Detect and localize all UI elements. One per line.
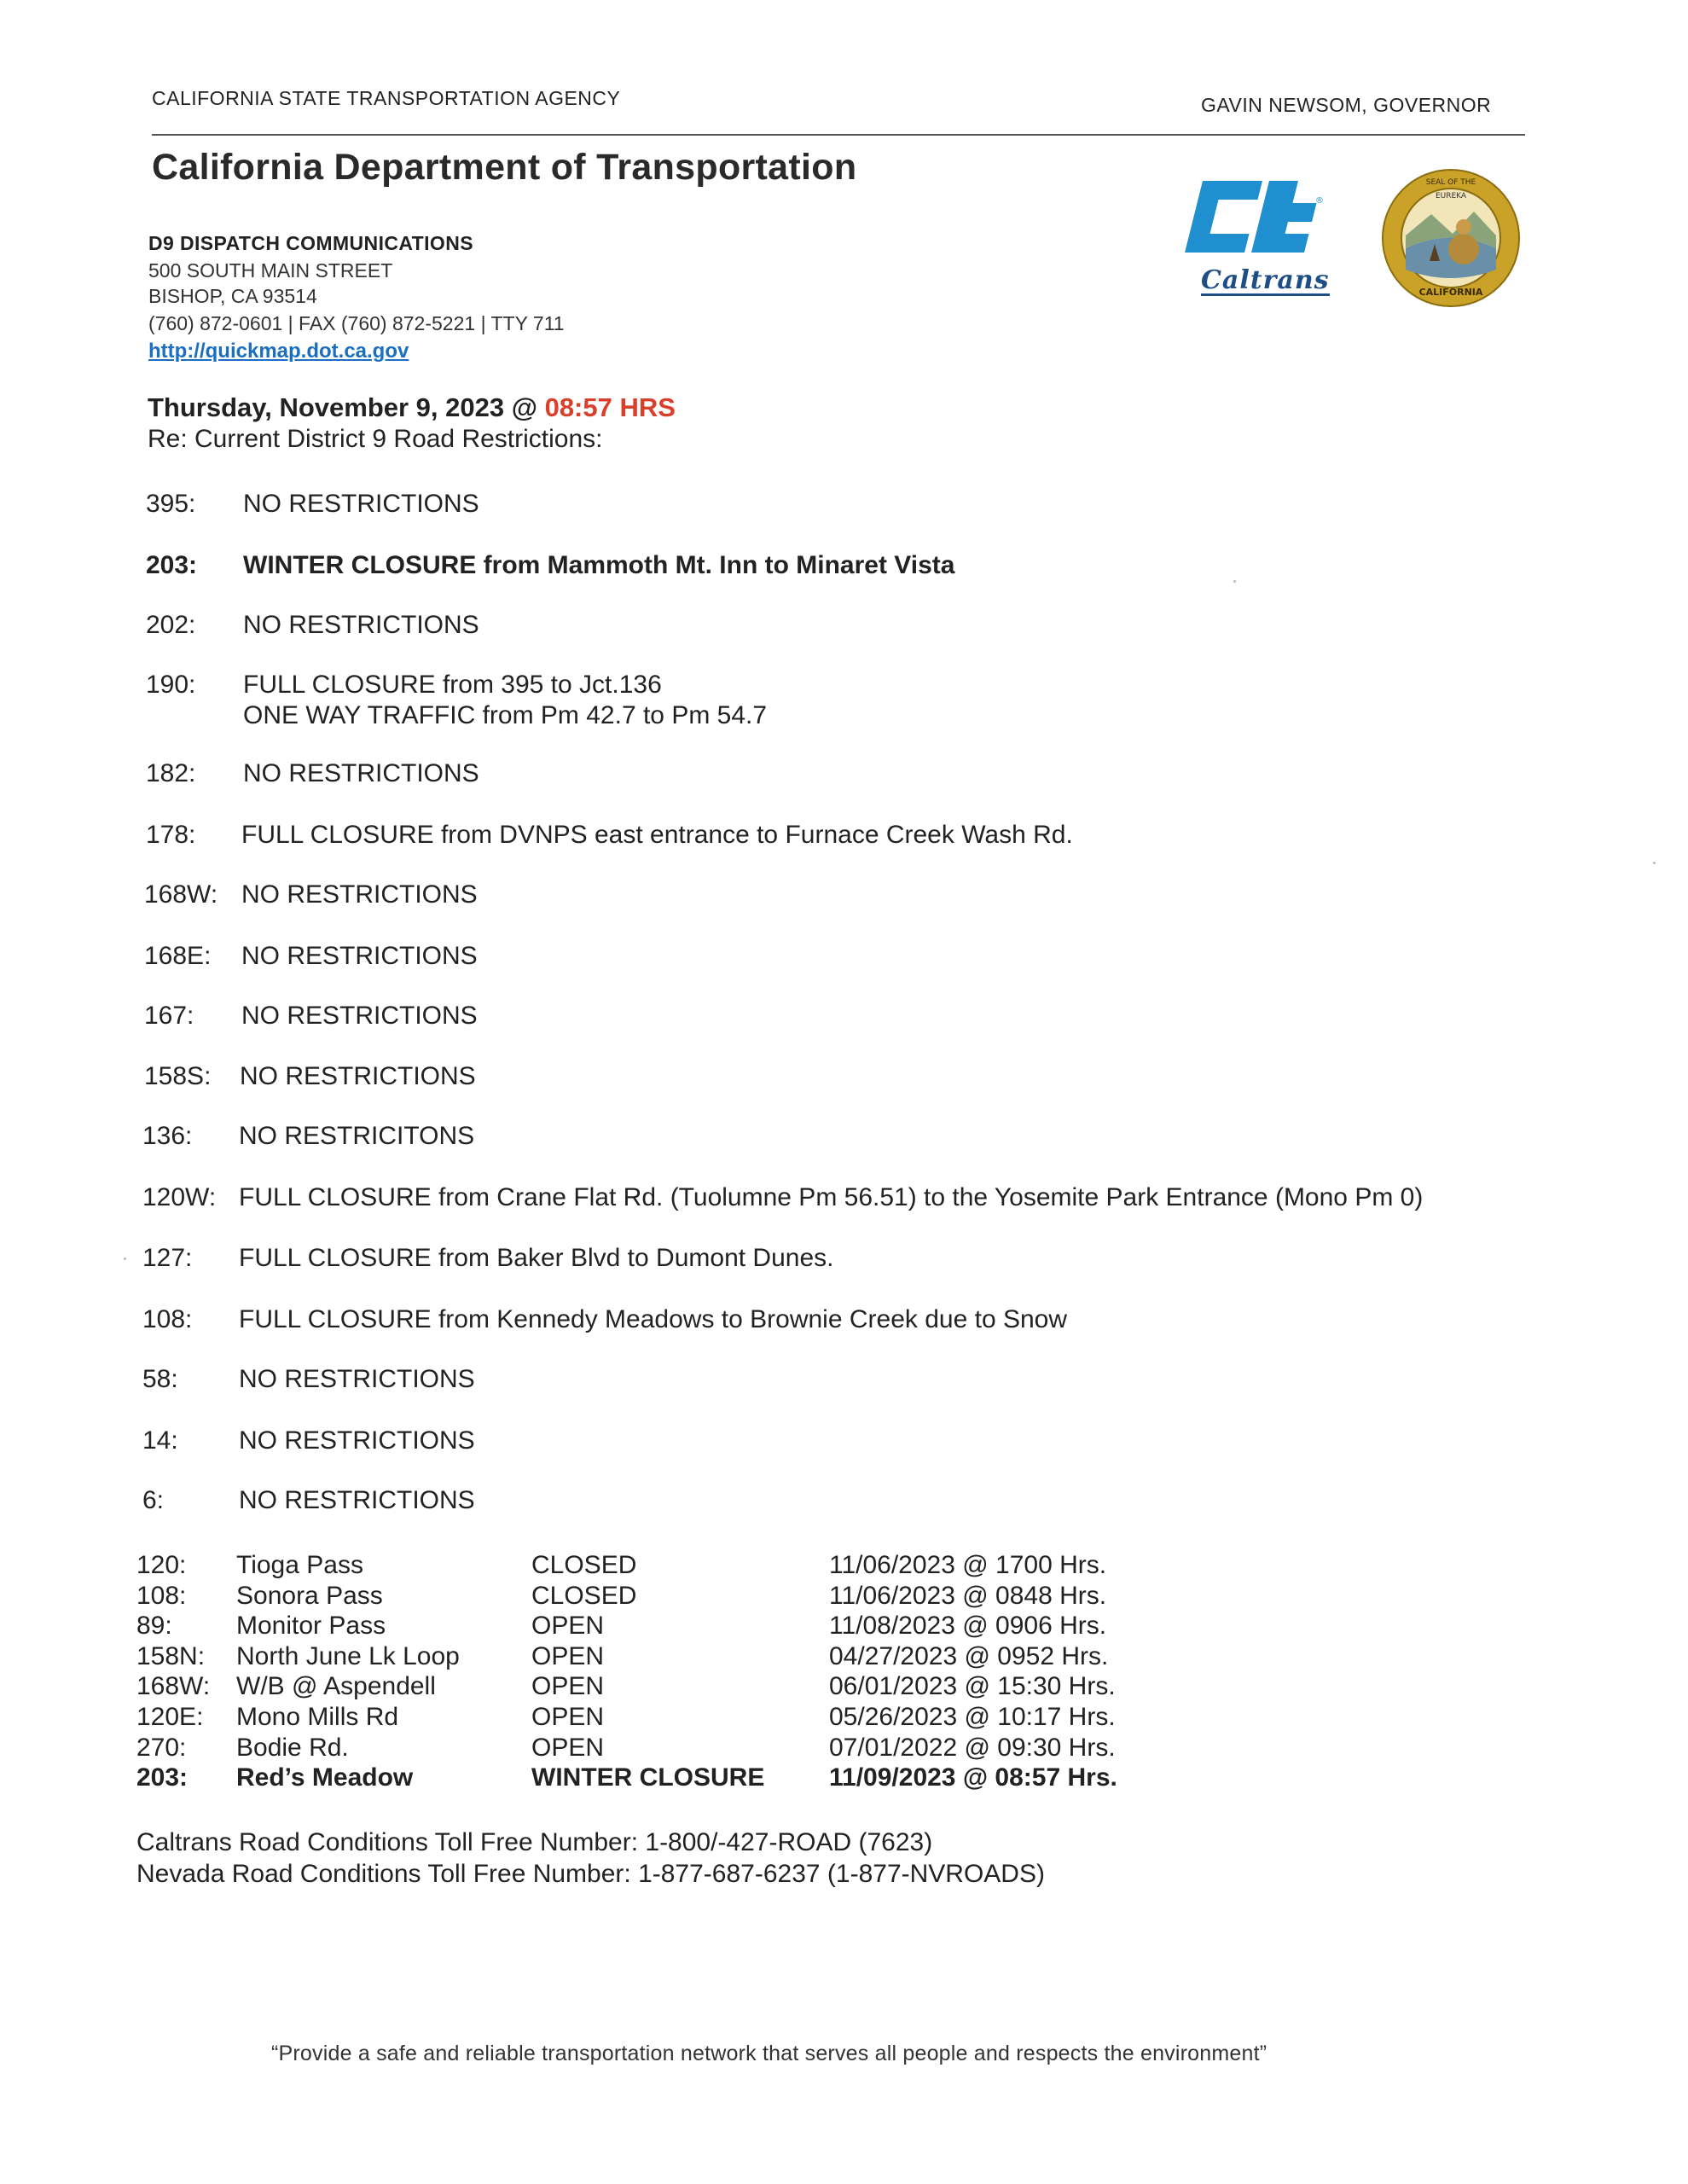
route-restriction: NO RESTRICTIONS [241,1002,478,1030]
phone-fax-tty: (760) 872-0601 | FAX (760) 872-5221 | TTY 711 [148,312,565,334]
pass-status: OPEN [531,1612,605,1640]
route-number: 203: [146,551,198,579]
route-number: 6: [142,1486,165,1514]
svg-text:®: ® [1315,196,1324,206]
route-restriction: NO RESTRICTIONS [239,1486,475,1514]
scan-speck [1233,580,1236,583]
pass-status: OPEN [531,1734,605,1762]
pass-updated: 11/06/2023 @ 1700 Hrs. [829,1551,1107,1579]
pass-name: Tioga Pass [236,1551,363,1579]
pass-name: Red’s Meadow [236,1763,414,1792]
route-restriction-secondary: ONE WAY TRAFFIC from Pm 42.7 to Pm 54.7 [243,701,768,729]
governor-name: GAVIN NEWSOM, GOVERNOR [1201,94,1492,116]
pass-status: CLOSED [531,1582,637,1610]
pass-status: CLOSED [531,1551,637,1579]
route-number: 168E: [144,942,212,970]
pass-route: 89: [136,1612,172,1640]
quickmap-link[interactable]: http://quickmap.dot.ca.gov [148,340,409,363]
pass-name: North June Lk Loop [236,1642,460,1670]
pass-status: WINTER CLOSURE [531,1763,765,1792]
route-restriction: NO RESTRICTIONS [239,1426,475,1455]
pass-route: 168W: [136,1672,211,1700]
pass-route: 108: [136,1582,187,1610]
route-restriction: FULL CLOSURE from Crane Flat Rd. (Tuolumne Pm 56.51) to the Yosemite Park Entrance (Mono Pm 0) [239,1183,1424,1211]
route-number: 158S: [144,1062,212,1090]
route-number: 136: [142,1122,193,1150]
route-restriction: FULL CLOSURE from 395 to Jct.136 [243,671,662,699]
route-number: 395: [146,490,196,518]
route-number: 58: [142,1365,178,1393]
route-number: 182: [146,759,196,787]
svg-text:SEAL OF THE: SEAL OF THE [1425,178,1476,187]
caltrans-wordmark: Caltrans [1201,265,1330,295]
pass-name: Mono Mills Rd [236,1703,399,1731]
state-seal-icon [1380,167,1522,309]
pass-route: 120E: [136,1703,204,1731]
pass-route: 120: [136,1551,187,1579]
pass-route: 203: [136,1763,189,1792]
scan-speck [124,1258,126,1260]
pass-name: Sonora Pass [236,1582,383,1610]
route-number: 190: [146,671,196,699]
office-name: D9 DISPATCH COMMUNICATIONS [148,232,473,254]
route-restriction: NO RESTRICTIONS [243,490,479,518]
pass-status: OPEN [531,1642,605,1670]
route-number: 120W: [142,1183,217,1211]
caltrans-phone: Caltrans Road Conditions Toll Free Number: 1-800/-427-ROAD (7623) [136,1828,933,1856]
svg-text:CALIFORNIA: CALIFORNIA [1418,287,1483,298]
nevada-phone: Nevada Road Conditions Toll Free Number: 1-877-687-6237 (1-877-NVROADS) [136,1860,1045,1888]
pass-name: W/B @ Aspendell [236,1672,436,1700]
agency-name: CALIFORNIA STATE TRANSPORTATION AGENCY [152,87,621,109]
route-restriction: WINTER CLOSURE from Mammoth Mt. Inn to Minaret Vista [243,551,955,579]
route-restriction: NO RESTRICTIONS [243,611,479,639]
pass-status: OPEN [531,1672,605,1700]
pass-route: 270: [136,1734,187,1762]
route-number: 178: [146,821,196,849]
route-restriction: NO RESTRICTIONS [243,759,479,787]
route-restriction: NO RESTRICTIONS [239,1365,475,1393]
department-title: California Department of Transportation [152,147,857,188]
route-number: 202: [146,611,196,639]
route-restriction: NO RESTRICTIONS [241,880,478,909]
route-number: 108: [142,1305,193,1333]
scan-speck [1653,862,1656,864]
route-restriction: NO RESTRICTIONS [240,1062,476,1090]
address-street: 500 SOUTH MAIN STREET [148,259,393,282]
mission-statement: “Provide a safe and reliable transportation network that serves all people and respects the environment” [271,2042,1267,2065]
route-restriction: NO RESTRICTIONS [241,942,478,970]
route-number: 14: [142,1426,178,1455]
report-time: 08:57 HRS [544,392,676,422]
route-number: 127: [142,1244,193,1272]
address-city: BISHOP, CA 93514 [148,285,317,307]
pass-updated: 11/06/2023 @ 0848 Hrs. [829,1582,1107,1610]
subject-line: Re: Current District 9 Road Restrictions: [148,425,603,453]
svg-text:EUREKA: EUREKA [1435,192,1467,200]
california-state-seal [1380,167,1522,309]
pass-updated: 04/27/2023 @ 0952 Hrs. [829,1642,1109,1670]
pass-updated: 06/01/2023 @ 15:30 Hrs. [829,1672,1116,1700]
report-day: Thursday, November 9, 2023 @ [148,392,537,422]
route-number: 167: [144,1002,194,1030]
caltrans-logo [1170,174,1341,311]
pass-updated: 11/08/2023 @ 0906 Hrs. [829,1612,1107,1640]
pass-route: 158N: [136,1642,206,1670]
pass-updated: 07/01/2022 @ 09:30 Hrs. [829,1734,1116,1762]
pass-name: Bodie Rd. [236,1734,349,1762]
header-divider [152,134,1525,136]
route-restriction: NO RESTRICITONS [239,1122,475,1150]
route-restriction: FULL CLOSURE from Baker Blvd to Dumont Dunes. [239,1244,834,1272]
pass-name: Monitor Pass [236,1612,386,1640]
route-number: 168W: [144,880,218,909]
report-date [148,392,676,423]
pass-updated: 05/26/2023 @ 10:17 Hrs. [829,1703,1116,1731]
pass-updated: 11/09/2023 @ 08:57 Hrs. [829,1763,1117,1792]
pass-status: OPEN [531,1703,605,1731]
route-restriction: FULL CLOSURE from Kennedy Meadows to Brownie Creek due to Snow [239,1305,1068,1333]
route-restriction: FULL CLOSURE from DVNPS east entrance to Furnace Creek Wash Rd. [241,821,1073,849]
